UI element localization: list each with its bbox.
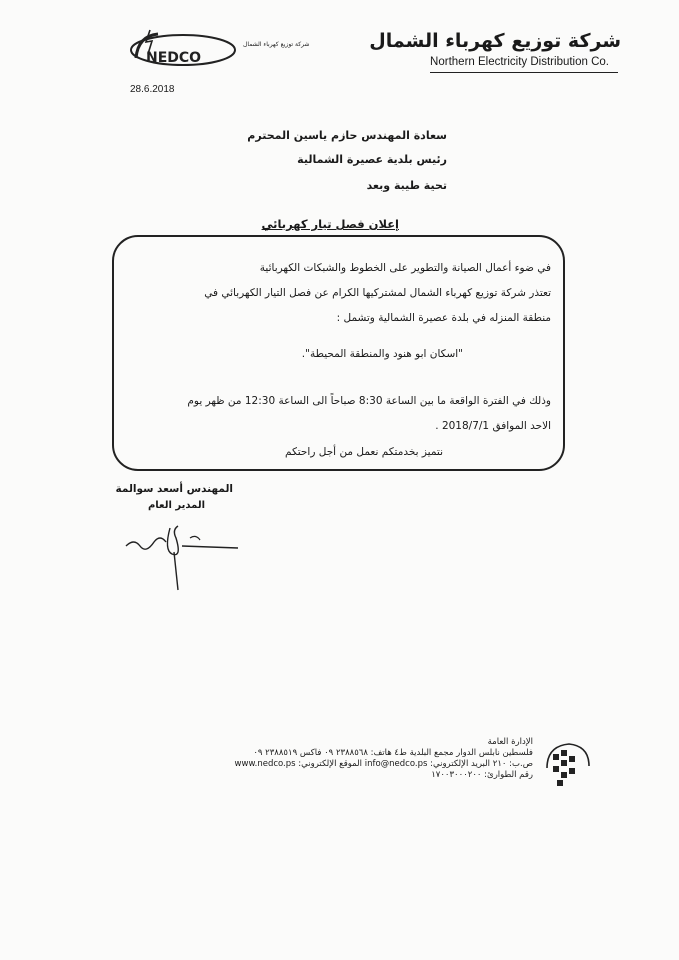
body-line: تعتذر شركة توزيع كهرباء الشمال لمشتركيها الكرام عن فصل التيار الكهربائي في <box>204 287 551 299</box>
affected-area: "اسكان ابو هنود والمنطقة المحيطة". <box>301 348 463 360</box>
logo-arabic-text: شركة توزيع كهرباء الشمال <box>243 41 310 48</box>
signature-icon <box>120 520 240 600</box>
signer-role: المدير العام <box>147 500 205 511</box>
nedco-logo-icon <box>128 28 310 70</box>
header-divider <box>430 72 618 73</box>
footer-line: الإدارة العامة <box>487 737 533 747</box>
logo-text: NEDCO <box>146 50 202 66</box>
letter-date: 28.6.2018 <box>130 84 175 95</box>
footer-line: فلسطين نابلس الدوار مجمع البلدية ط٤ هاتف: ٢٣٨٨٥٦٨ ٠٩ فاكس ٢٣٨٨٥١٩ ٠٩ <box>253 748 533 758</box>
footer-line: رقم الطوارئ: ١٧٠٠٣٠٠٠٢٠٠ <box>431 770 533 780</box>
letter-subject: إعلان فصل تيار كهربائي <box>261 217 399 231</box>
footer-emblem-icon <box>543 740 593 790</box>
signer-name: المهندس أسعد سوالمة <box>115 483 233 495</box>
company-name-arabic: شركة توزيع كهرباء الشمال <box>369 30 621 52</box>
body-line: وذلك في الفترة الواقعة ما بين الساعة 8:30 صباحاً الى الساعة 12:30 من ظهر يوم <box>187 395 551 407</box>
recipient-title: رئيس بلدية عصيرة الشمالية <box>297 153 447 166</box>
footer-line: ص.ب: ٢١٠ البريد الإلكتروني: info@nedco.ps الموقع الإلكتروني: www.nedco.ps <box>234 759 533 769</box>
recipient-line: سعادة المهندس حازم ياسين المحترم <box>247 129 447 142</box>
greeting-line: تحية طيبة وبعد <box>366 179 447 192</box>
body-line: في ضوء أعمال الصيانة والتطوير على الخطوط والشبكات الكهربائية <box>259 262 551 274</box>
closing-line: نتميز بخدمتكم نعمل من أجل راحتكم <box>284 446 443 458</box>
body-line: منطقة المنزله في بلدة عصيرة الشمالية وتشمل : <box>336 312 551 324</box>
company-name-english: Northern Electricity Distribution Co. <box>430 56 609 68</box>
body-line: الاحد الموافق 2018/7/1 . <box>435 420 551 432</box>
